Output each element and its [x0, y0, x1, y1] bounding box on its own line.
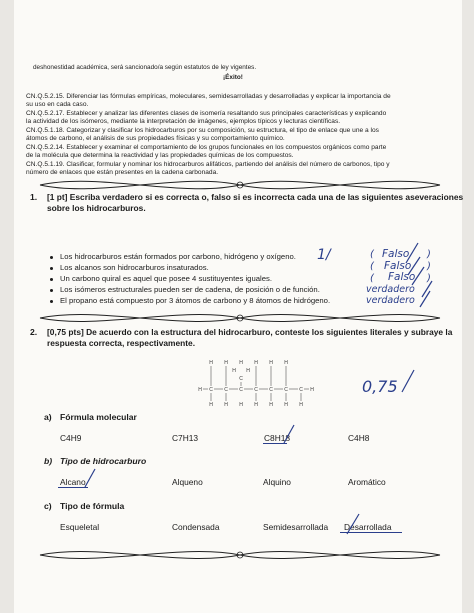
- ornament-divider: [30, 308, 450, 328]
- option-esqueletal[interactable]: Esqueletal: [60, 522, 100, 532]
- svg-text:H: H: [269, 360, 273, 366]
- q2-title: [0,75 pts] De acuerdo con la estructura del hidrocarburo, conteste los siguientes literales y subraye la: [47, 327, 453, 337]
- q1-item-2: Los alcanos son hidrocarburos insaturados.: [60, 263, 209, 272]
- option-condensada[interactable]: Condensada: [172, 522, 220, 532]
- svg-text:H: H: [198, 387, 202, 393]
- q1-score: 1/: [317, 247, 331, 263]
- option-c8h18[interactable]: C8H18: [264, 433, 291, 443]
- svg-text:H: H: [284, 360, 288, 366]
- option-semidesarrollada[interactable]: Semidesarrollada: [263, 522, 329, 532]
- svg-text:H: H: [269, 402, 273, 408]
- svg-text:C: C: [224, 387, 228, 393]
- skill-line: CN.Q.5.1.19. Clasificar, formular y nominar los hidrocarburos alifáticos, partiendo del análisis del número de carbonos, tipo y: [26, 161, 390, 168]
- svg-text:C: C: [239, 387, 243, 393]
- skill-line: número de enlaces que están presentes en la cadena carbonada.: [26, 169, 219, 176]
- svg-text:C: C: [239, 376, 243, 382]
- q1-item-5: El propano está compuesto por 3 átomos de carbono y 8 átomos de hidrógeno.: [60, 296, 331, 305]
- q1-item-4: Los isómeros estructurales pueden ser de cadena, de posición o de función.: [60, 285, 320, 294]
- svg-text:H: H: [224, 360, 228, 366]
- svg-text:H: H: [284, 402, 288, 408]
- answer-4: verdadero: [366, 284, 415, 295]
- svg-text:H: H: [209, 360, 213, 366]
- svg-text:H: H: [254, 402, 258, 408]
- q2b-title: Tipo de hidrocarburo: [60, 456, 147, 466]
- svg-text:C: C: [209, 387, 213, 393]
- option-c7h13[interactable]: C7H13: [172, 433, 199, 443]
- svg-text:H: H: [310, 387, 314, 393]
- svg-text:C: C: [299, 387, 303, 393]
- skill-line: su uso en cada caso.: [26, 101, 89, 108]
- svg-text:C: C: [254, 387, 258, 393]
- option-c4h9[interactable]: C4H9: [60, 433, 82, 443]
- exito-text: ¡Éxito!: [223, 74, 243, 81]
- svg-text:H: H: [209, 402, 213, 408]
- skill-line: CN.Q.5.2.15. Diferenciar las fórmulas empíricas, moleculares, semidesarrolladas y desarrolladas y explicar la importancia de: [26, 93, 391, 100]
- check-marks: [400, 239, 440, 309]
- svg-text:H: H: [299, 402, 303, 408]
- top-note: deshonestidad académica, será sancionado/a según estatutos de ley vigentes.: [33, 64, 257, 71]
- check-mark: [281, 423, 297, 445]
- svg-text:C: C: [269, 387, 273, 393]
- svg-text:H: H: [239, 402, 243, 408]
- q2a-title: Fórmula molecular: [60, 412, 137, 422]
- option-aromatico[interactable]: Aromático: [348, 477, 386, 487]
- option-c4h8[interactable]: C4H8: [348, 433, 370, 443]
- q1-item-1: Los hidrocarburos están formados por carbono, hidrógeno y oxígeno.: [60, 252, 296, 261]
- skill-line: CN.Q.5.1.18. Categorizar y clasificar los hidrocarburos por su composición, su estructura, el tipo de enlace que une a los: [26, 127, 379, 134]
- check-mark: [344, 512, 362, 536]
- hydrocarbon-structure-diagram: [196, 358, 316, 416]
- q2-score: 0,75: [362, 377, 398, 396]
- q2a-label: a): [44, 412, 52, 422]
- q1-item-3: Un carbono quiral es aquel que posee 4 sustituyentes iguales.: [60, 274, 272, 283]
- skill-line: la actividad de los isómeros, mediante la interpretación de imágenes, ejemplos típicos y lecturas científicas.: [26, 118, 341, 125]
- answer-3: Falso: [388, 271, 416, 283]
- skill-line: de la molécula que determina la reactividad y las propiedades químicas de los compuestos.: [26, 152, 294, 159]
- option-desarrollada[interactable]: Desarrollada: [344, 522, 392, 532]
- q1-title: [1 pt] Escriba verdadero si es correcta o, falso si es incorrecta cada una de las siguientes aseveraciones: [47, 192, 464, 202]
- skill-line: CN.Q.5.2.14. Establecer y examinar el comportamiento de los grupos funcionales en los compuestos orgánicos como parte: [26, 144, 387, 151]
- option-alcano[interactable]: Alcano: [60, 477, 86, 487]
- svg-text:H: H: [224, 402, 228, 408]
- svg-text:H: H: [246, 368, 250, 374]
- svg-text:H: H: [239, 360, 243, 366]
- option-alqueno[interactable]: Alqueno: [172, 477, 203, 487]
- check-mark: [82, 467, 98, 489]
- skill-line: CN.Q.5.2.17. Establecer y analizar las diferentes clases de isomería resaltando sus principales características y explicando: [26, 110, 387, 117]
- q2b-label: b): [44, 456, 53, 466]
- q2c-label: c): [44, 501, 52, 511]
- q2-title-cont: respuesta correcta, respectivamente.: [47, 338, 196, 348]
- svg-text:H: H: [254, 360, 258, 366]
- skill-line: átomos de carbono, el análisis de sus propiedades físicas y su comportamiento químico.: [26, 135, 285, 142]
- answer-1: Falso: [382, 248, 410, 260]
- svg-text:C: C: [284, 387, 288, 393]
- q2c-title: Tipo de fórmula: [60, 501, 125, 511]
- q1-number: 1.: [30, 192, 38, 202]
- answer-5: verdadero: [366, 295, 415, 306]
- svg-text:H: H: [232, 368, 236, 374]
- slash-mark: [398, 368, 418, 394]
- q1-title-cont: sobre los hidrocarburos.: [47, 203, 146, 213]
- ornament-divider: [30, 545, 450, 565]
- q2-number: 2.: [30, 327, 38, 337]
- option-alquino[interactable]: Alquino: [263, 477, 291, 487]
- answer-2: Falso: [384, 260, 412, 272]
